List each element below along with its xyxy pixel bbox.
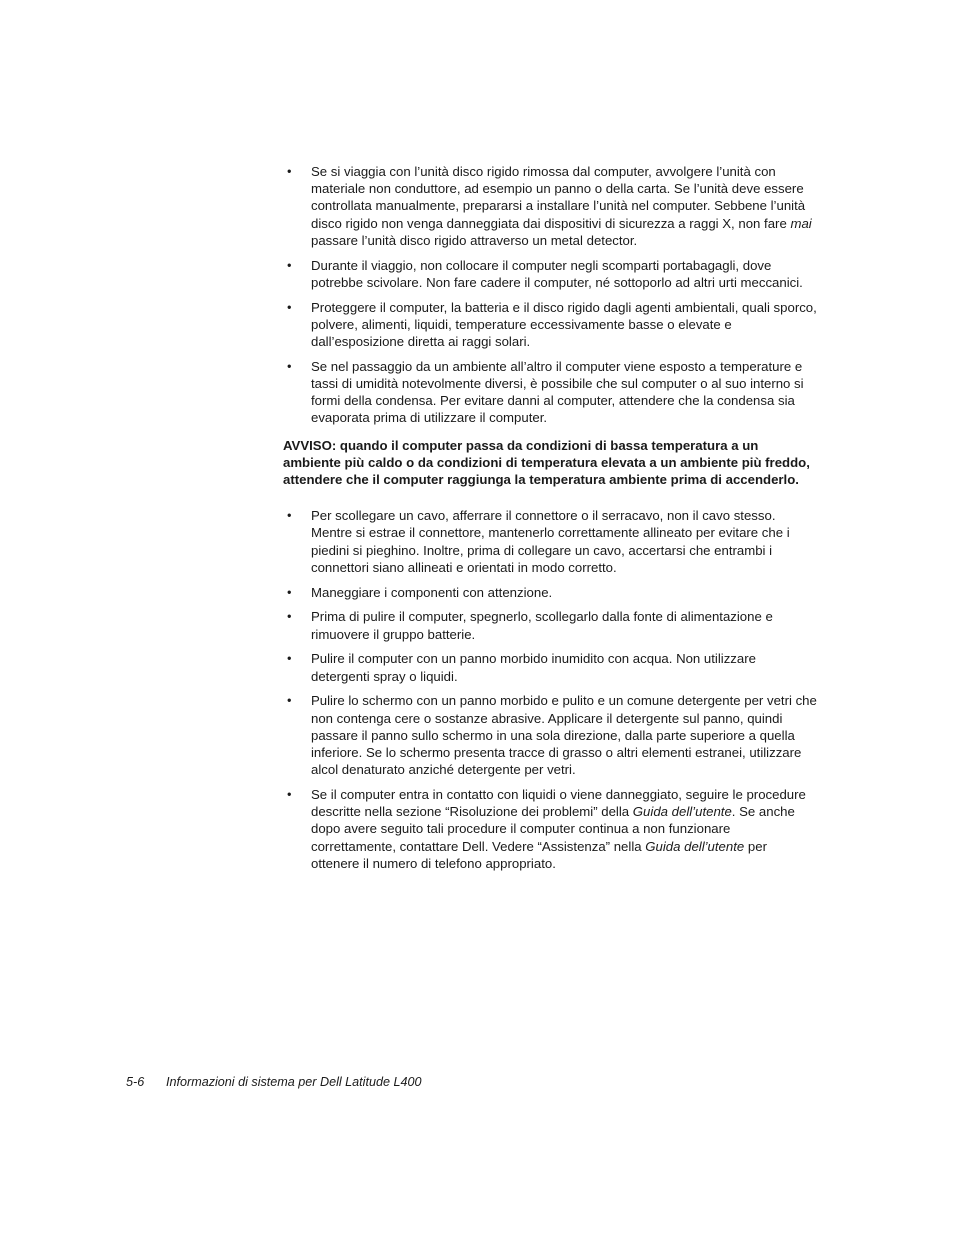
item-text: Se si viaggia con l’unità disco rigido rimossa dal computer, avvolgere l’unità con materiale non conduttore, ad esempio un panno o della carta. Se l’unità deve essere controllata manualmente, prepararsi a installare l’unità nel computer. Sebbene l’unità disco rigido non venga danneggiata dai dispositivi di sicurezza a raggi X, non fare [311,164,806,231]
bullet-icon: • [287,508,292,523]
item-text: Prima di pulire il computer, spegnerlo, scollegarlo dalla fonte di alimentazione e rimuovere il gruppo batterie. [311,609,773,642]
page-footer [126,1075,422,1089]
item-text: Proteggere il computer, la batteria e il disco rigido dagli agenti ambientali, quali sporco, polvere, alimenti, liquidi, temperature eccessivamente basse o elevate e dall’esposizione diretta ai raggi solari. [311,299,817,350]
item-emphasis: mai [790,215,812,231]
bullet-icon: • [287,358,292,373]
list-item [283,584,818,601]
bullet-icon: • [287,787,292,802]
item-text: Se nel passaggio da un ambiente all’altro il computer viene esposto a temperature e tassi di umidità notevolmente diversi, è possibile che sul computer o al suo interno si formi della condensa. Per evitare danni al computer, attendere che la condensa sia evaporata prima di utilizzare il computer. [311,358,804,426]
bullet-list-handling [283,507,818,872]
bullet-icon: • [287,299,292,314]
bullet-icon: • [287,693,292,708]
item-text: Pulire il computer con un panno morbido inumidito con acqua. Non utilizzare detergenti spray o liquidi. [311,651,756,684]
list-item [283,299,818,351]
list-item [283,650,818,684]
bullet-list-travel [283,163,818,427]
list-item [283,358,818,427]
item-text: Per scollegare un cavo, afferrare il connettore o il serracavo, non il cavo stesso. Mentre si estrae il connettore, mantenerlo correttamente allineato per evitare che i piedini si pieghino. Inoltre, prima di collegare un cavo, accertarsi che entrambi i connettori siano allineati e orientati in modo corretto. [311,508,790,575]
item-text: Pulire lo schermo con un panno morbido e pulito e un comune detergente per vetri che non contenga cere o sostanze abrasive. Applicare il detergente sul panno, quindi passare il panno sullo schermo in una sola direzione, dalla parte superiore a quella inferiore. Se lo schermo presenta tracce di grasso o altri elementi estranei, utilizzare alcol denaturato anziché detergente per vetri. [311,693,817,778]
bullet-icon: • [287,584,292,599]
footer-title: Informazioni di sistema per Dell Latitude L400 [166,1075,422,1089]
item-text: . Se anche dopo avere seguito tali procedure il computer continua a non funzionare correttamente, contattare Dell. Vedere “Assistenza” nella [311,804,795,854]
item-emphasis: Guida dell’utente [632,804,732,820]
list-item [283,507,818,576]
bullet-icon: • [287,164,292,178]
bullet-icon: • [287,651,292,666]
list-item [283,257,818,291]
item-emphasis: Guida dell’utente [645,838,745,854]
notice-paragraph: AVVISO: quando il computer passa da condizioni di bassa temperatura a un ambiente più caldo o da condizioni di temperatura elevata a un ambiente più freddo, attendere che il computer raggiunga la temperatura ambiente prima di accenderlo. [283,437,810,488]
item-text: Maneggiare i componenti con attenzione. [311,584,553,600]
item-text: Se il computer entra in contatto con liquidi o viene danneggiato, seguire le procedure descritte nella sezione “Risoluzione dei problemi” della [311,787,806,820]
page-number: 5-6 [126,1075,145,1089]
page-body [283,163,818,880]
list-item [283,163,818,249]
item-text: Durante il viaggio, non collocare il computer negli scomparti portabagagli, dove potrebbe scivolare. Non fare cadere il computer, né sottoporlo ad altri urti meccanici. [311,257,803,290]
bullet-icon: • [287,257,292,272]
list-item [283,692,818,778]
list-item [283,608,818,642]
list-item [283,786,818,872]
bullet-icon: • [287,609,292,624]
item-text: passare l’unità disco rigido attraverso un metal detector. [311,232,638,248]
item-text: per ottenere il numero di telefono appropriato. [311,838,767,871]
